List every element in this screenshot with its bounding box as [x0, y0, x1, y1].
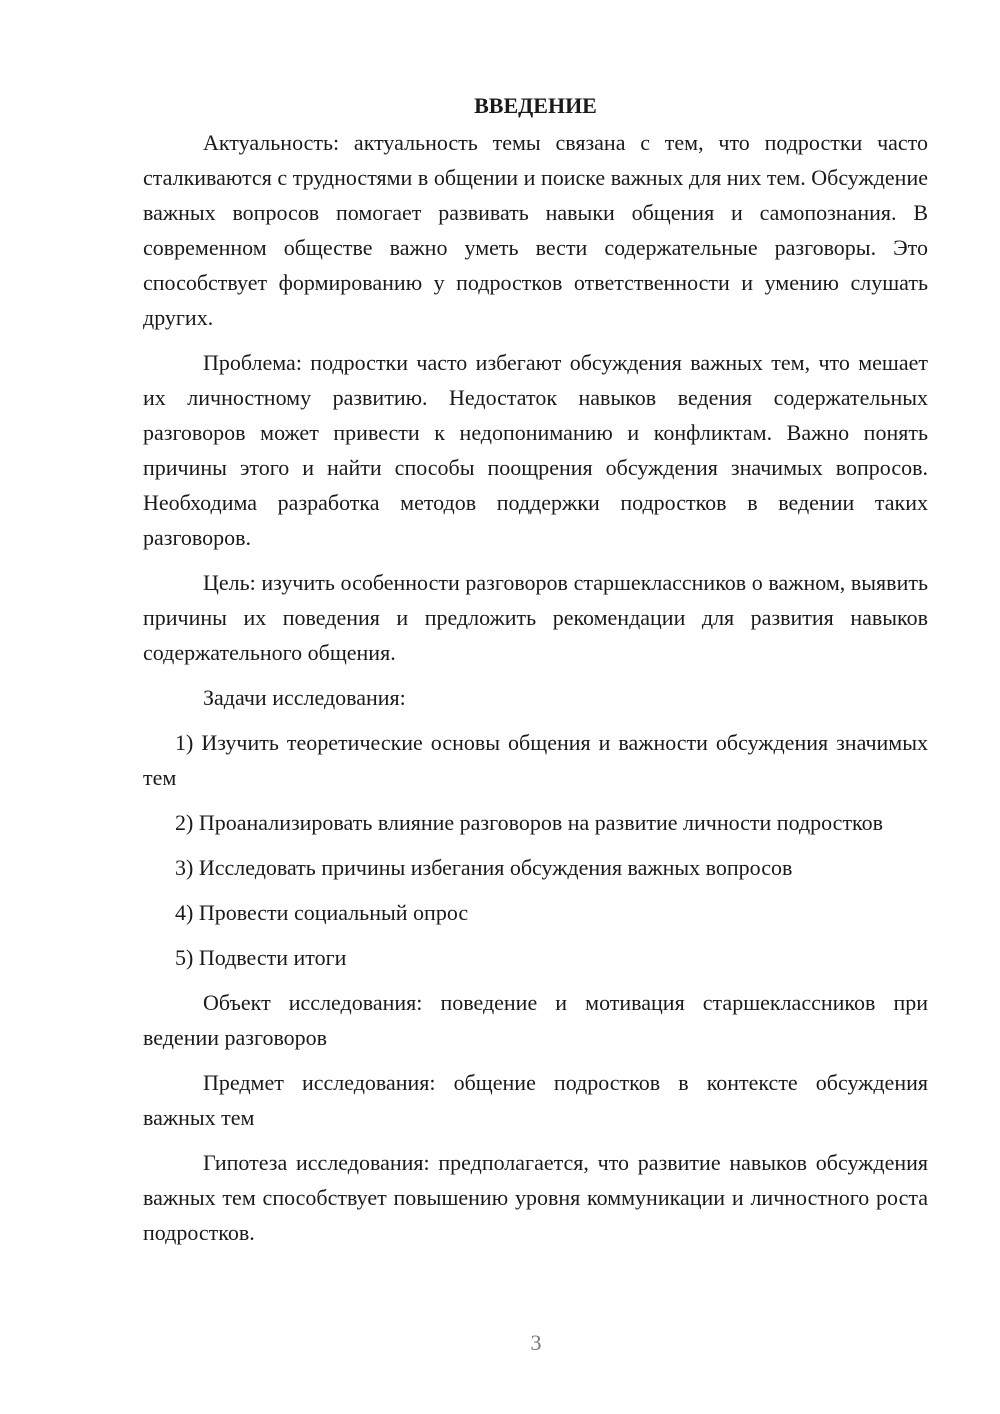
- object-paragraph: Объект исследования: поведение и мотивация старшеклассников при ведении разговоров: [143, 990, 928, 1050]
- hypothesis-paragraph: Гипотеза исследования: предполагается, что развитие навыков обсуждения важных тем способствует повышению уровня коммуникации и личностного роста подростков.: [143, 1150, 928, 1245]
- document-page: [143, 88, 928, 1260]
- tasks-heading: Задачи исследования:: [203, 685, 406, 710]
- task-item-3: 3) Исследовать причины избегания обсуждения важных вопросов: [175, 855, 793, 880]
- page-number: 3: [530, 1330, 542, 1355]
- task-item-1: 1) Изучить теоретические основы общения и важности обсуждения значимых тем: [143, 730, 928, 790]
- task-item-5: 5) Подвести итоги: [175, 945, 347, 970]
- task-item-2: 2) Проанализировать влияние разговоров на развитие личности подростков: [175, 810, 884, 835]
- task-item-4: 4) Провести социальный опрос: [175, 900, 469, 925]
- page-title: ВВЕДЕНИЕ: [474, 93, 597, 118]
- relevance-paragraph: Актуальность: актуальность темы связана с тем, что подростки часто сталкиваются с трудностями в общении и поиске важных для них тем. Обсуждение важных вопросов помогает развивать навыки общения и самопознания. В современном обществе важно уметь вести содержательные разговоры. Это способствует формированию у подростков ответственности и умению слушать других.: [143, 130, 928, 330]
- problem-paragraph: Проблема: подростки часто избегают обсуждения важных тем, что мешает их личностному развитию. Недостаток навыков ведения содержательных разговоров может привести к недопониманию и конфликтам. Важно понять причины этого и найти способы поощрения обсуждения значимых вопросов. Необходима разработка методов поддержки подростков в ведении таких разговоров.: [143, 350, 928, 550]
- goal-paragraph: Цель: изучить особенности разговоров старшеклассников о важном, выявить причины их поведения и предложить рекомендации для развития навыков содержательного общения.: [143, 570, 928, 665]
- subject-paragraph: Предмет исследования: общение подростков в контексте обсуждения важных тем: [143, 1070, 928, 1130]
